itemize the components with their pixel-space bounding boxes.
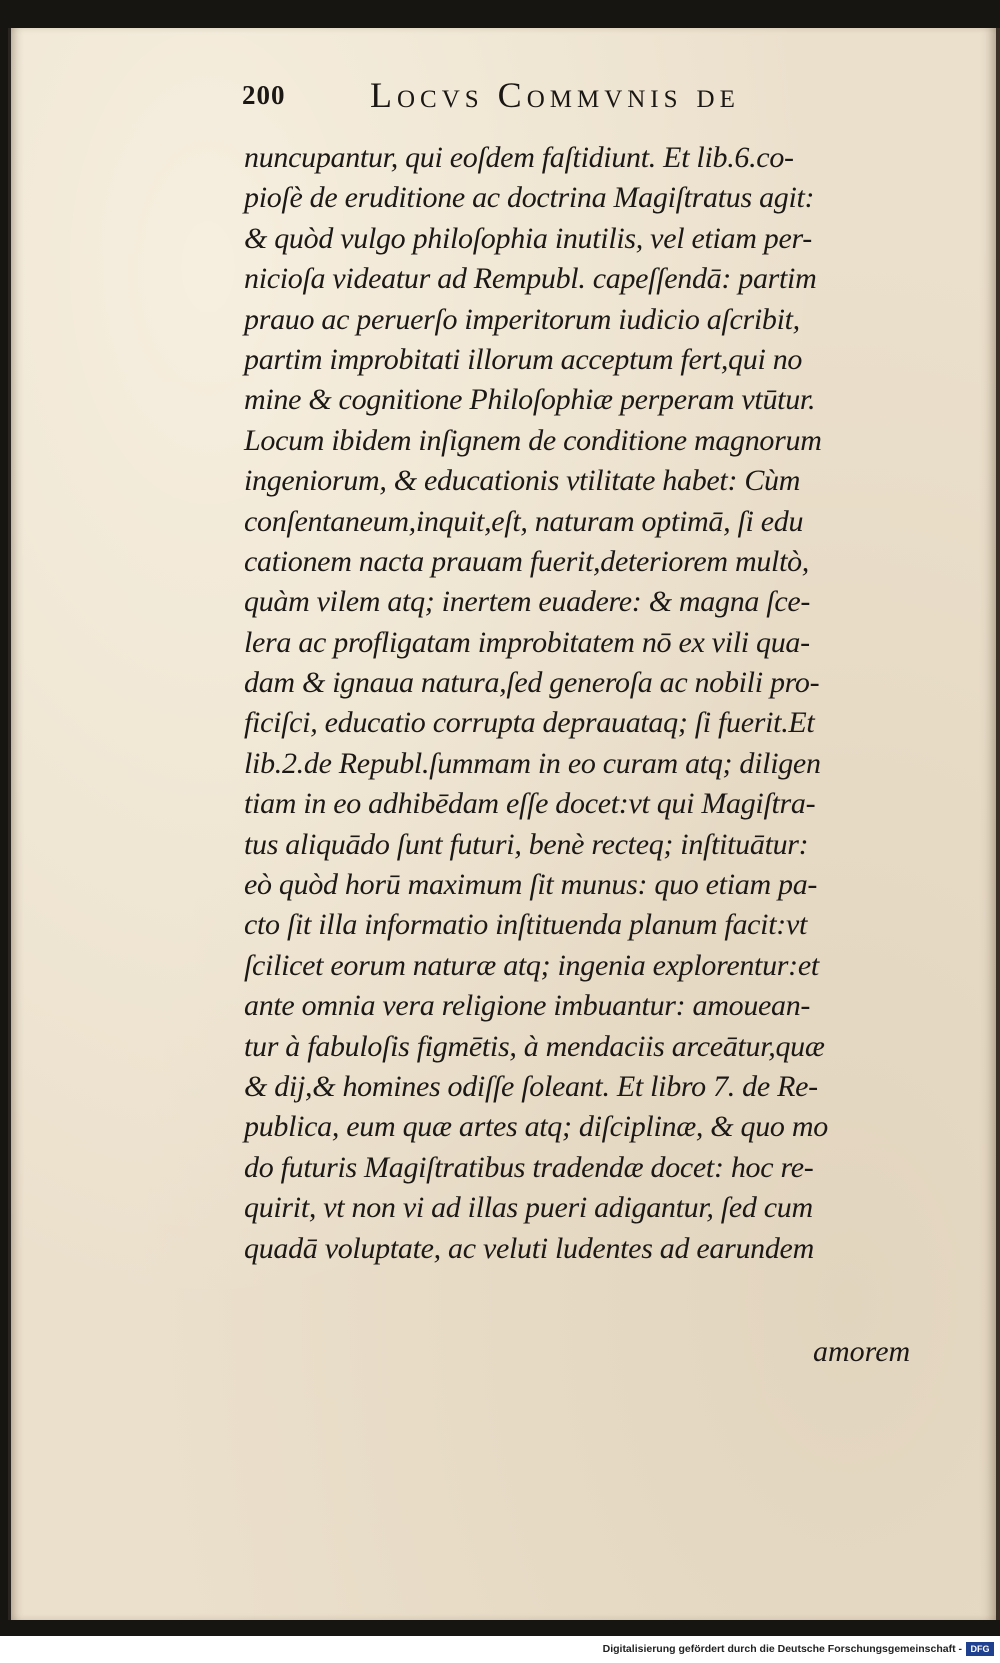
text-line: ficiſci, educatio corrupta deprauataq; ſi fuerit.Et [244, 706, 815, 740]
text-line: ingeniorum, & educationis vtilitate habet: Cùm [244, 464, 801, 498]
text-line: quirit, vt non vi ad illas pueri adigantur, ſed cum [244, 1191, 813, 1225]
text-line: pioſè de eruditione ac doctrina Magiſtratus agit: [244, 181, 815, 215]
dfg-logo-icon: DFG [966, 1642, 994, 1656]
catchword: amorem [813, 1335, 911, 1368]
text-line: tur à fabuloſis figmētis, à mendaciis arceātur,quæ [244, 1029, 825, 1063]
text-line: ſcilicet eorum naturæ atq; ingenia explorentur:et [244, 948, 819, 982]
text-line: conſentaneum,inquit,eſt, naturam optimā, ſi edu [244, 504, 804, 538]
text-line: tus aliquādo ſunt futuri, benè recteq; inſtituātur: [244, 827, 809, 861]
text-line: cationem nacta prauam fuerit,deteriorem multò, [244, 544, 810, 578]
page-number: 200 [242, 80, 286, 110]
text-line: nicioſa videatur ad Rempubl. capeſſendā: partim [244, 262, 817, 296]
text-line: & dij,& homines odiſſe ſoleant. Et libro 7. de Re- [244, 1069, 818, 1103]
text-line: tiam in eo adhibēdam eſſe docet:vt qui Magiſtra- [244, 787, 816, 821]
running-title: Locvs Commvnis de [370, 75, 740, 115]
body-text [244, 138, 924, 1269]
page-header [242, 66, 842, 122]
text-line: nuncupantur, qui eoſdem faſtidiunt. Et lib.6.co- [244, 141, 794, 174]
footer-bar [0, 1636, 1000, 1663]
text-line: cto ſit illa informatio inſtituenda planum facit:vt [244, 908, 807, 942]
text-line: eò quòd horū maximum ſit munus: quo etiam pa- [244, 868, 818, 902]
text-line: publica, eum quæ artes atq; diſciplinæ, & quo mo [244, 1110, 828, 1144]
text-line: partim improbitati illorum acceptum fert,qui no [244, 342, 803, 376]
text-line: quadā voluptate, ac veluti ludentes ad earundem [244, 1231, 814, 1265]
funding-credit: Digitalisierung gefördert durch die Deutsche Forschungsgemeinschaft - [602, 1643, 962, 1655]
text-line: quàm vilem atq; inertem euadere: & magna ſce- [244, 585, 811, 619]
text-line: & quòd vulgo philoſophia inutilis, vel etiam per- [244, 221, 812, 255]
text-line: Locum ibidem inſignem de conditione magnorum [244, 423, 822, 457]
text-line: mine & cognitione Philoſophiæ perperam vtūtur. [244, 383, 816, 417]
text-line: ante omnia vera religione imbuantur: amouean- [244, 989, 811, 1023]
text-line: dam & ignaua natura,ſed generoſa ac nobili pro- [244, 666, 820, 700]
text-line: prauo ac peruerſo imperitorum iudicio aſcribit, [244, 302, 800, 336]
text-line: lib.2.de Republ.ſummam in eo curam atq; diligen [244, 746, 821, 780]
text-line: do futuris Magiſtratibus tradendæ docet: hoc re- [244, 1150, 814, 1184]
text-line: lera ac profligatam improbitatem nō ex vili qua- [244, 625, 810, 659]
